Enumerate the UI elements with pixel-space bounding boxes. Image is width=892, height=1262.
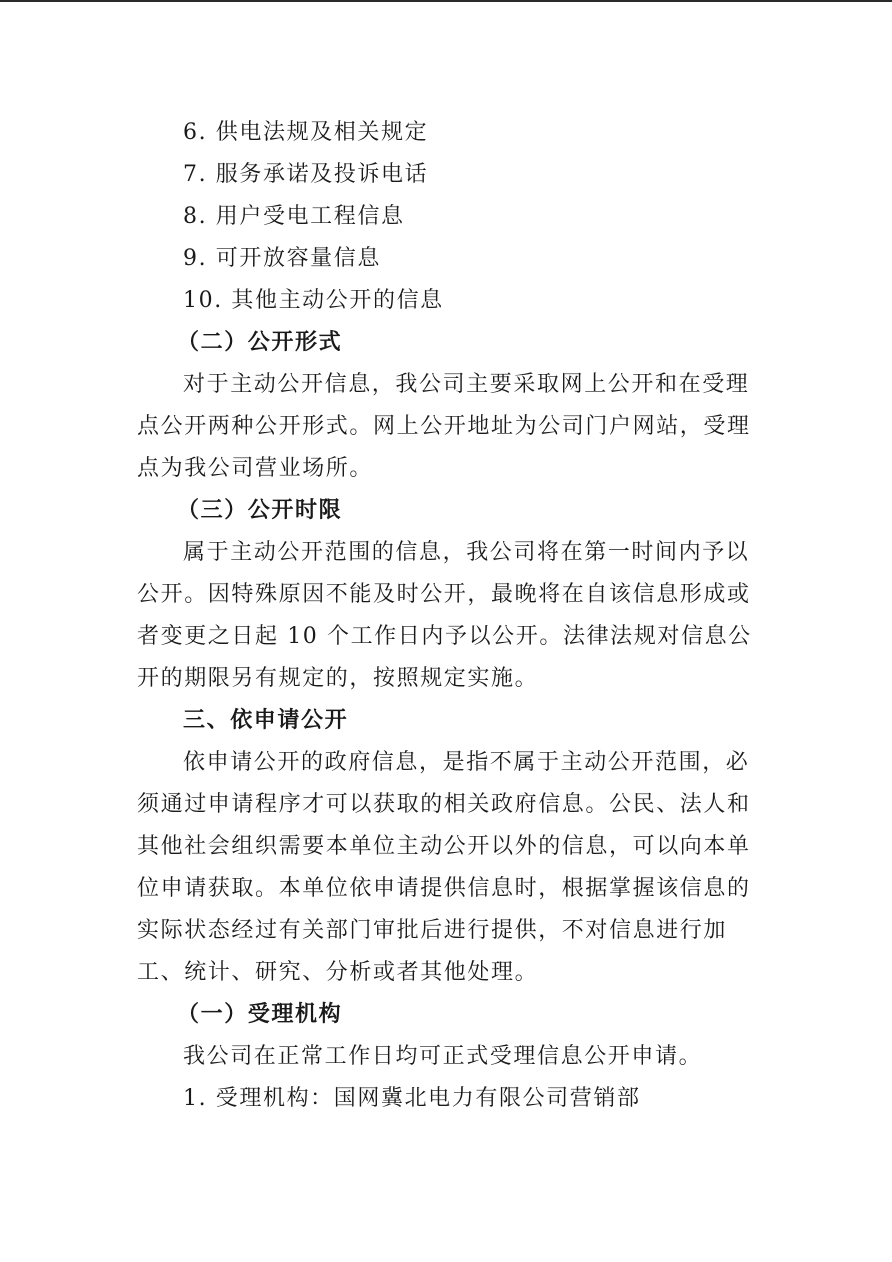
paragraph-line: 属于主动公开范围的信息，我公司将在第一时间内予以: [183, 540, 750, 565]
list-item: 10. 其他主动公开的信息: [183, 288, 444, 313]
list-item: 6. 供电法规及相关规定: [183, 120, 429, 145]
list-item: 7. 服务承诺及投诉电话: [183, 162, 429, 187]
paragraph-line: 点公开两种公开形式。网上公开地址为公司门户网站，受理: [137, 414, 751, 439]
section-heading-public-time: （三）公开时限: [177, 498, 343, 523]
paragraph-line: 我公司在正常工作日均可正式受理信息公开申请。: [183, 1044, 703, 1069]
section-heading-public-form: （二）公开形式: [177, 330, 343, 355]
paragraph-line: 点为我公司营业场所。: [137, 456, 374, 481]
paragraph-line: 公开。因特殊原因不能及时公开，最晚将在自该信息形成或: [137, 582, 751, 607]
section-heading-apply: 三、依申请公开: [183, 708, 349, 733]
paragraph-line: 依申请公开的政府信息，是指不属于主动公开范围，必: [183, 750, 750, 775]
paragraph-line: 对于主动公开信息，我公司主要采取网上公开和在受理: [183, 372, 750, 397]
paragraph-line: 位申请获取。本单位依申请提供信息时，根据掌握该信息的: [137, 876, 751, 901]
list-item: 9. 可开放容量信息: [183, 246, 381, 271]
paragraph-line: 者变更之日起 10 个工作日内予以公开。法律法规对信息公: [137, 624, 752, 649]
paragraph-line: 工、统计、研究、分析或者其他处理。: [137, 960, 539, 985]
top-border-rule: [0, 0, 892, 2]
paragraph-line: 其他社会组织需要本单位主动公开以外的信息，可以向本单: [137, 834, 751, 859]
list-item: 8. 用户受电工程信息: [183, 204, 405, 229]
document-page: [137, 112, 759, 1120]
paragraph-line: 须通过申请程序才可以获取的相关政府信息。公民、法人和: [137, 792, 751, 817]
section-heading-agency: （一）受理机构: [177, 1002, 343, 1027]
paragraph-line: 开的期限另有规定的，按照规定实施。: [137, 666, 539, 691]
list-item: 1. 受理机构：国网冀北电力有限公司营销部: [183, 1086, 641, 1111]
paragraph-line: 实际状态经过有关部门审批后进行提供，不对信息进行加: [137, 918, 728, 943]
